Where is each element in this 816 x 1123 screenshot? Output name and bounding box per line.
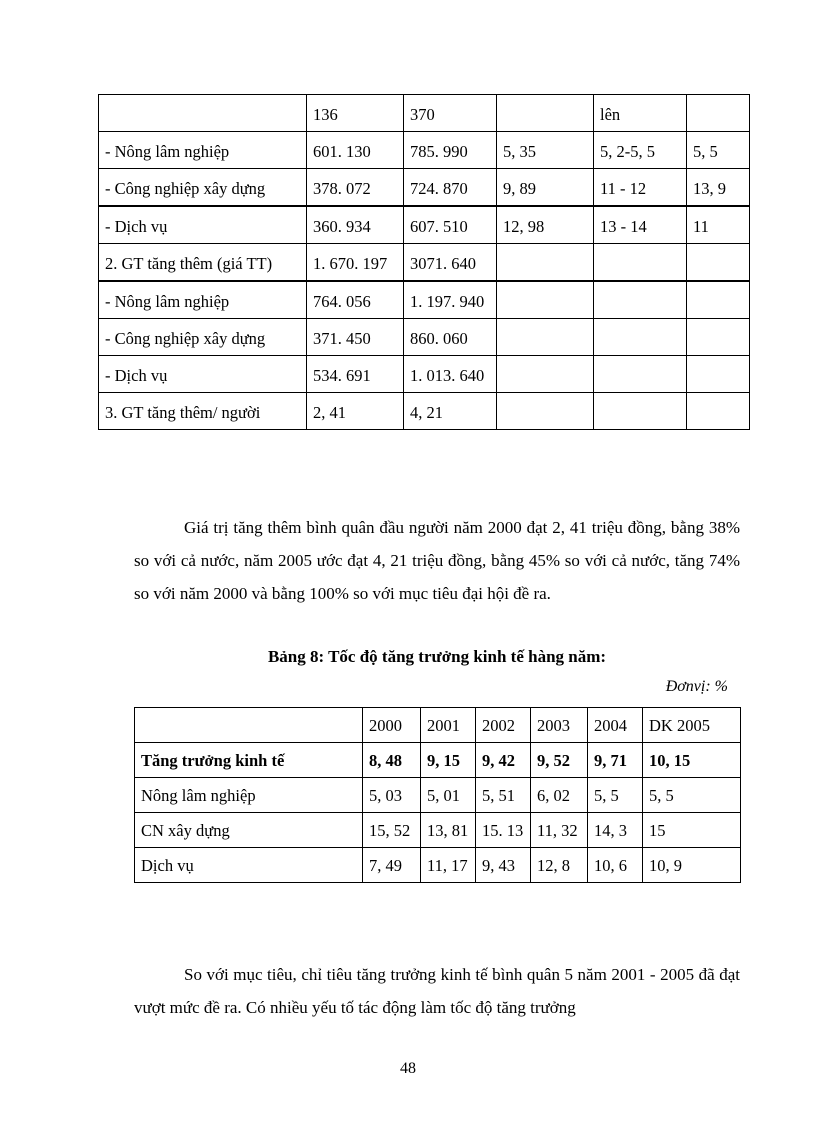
table-row: CN xây dựng 15, 52 13, 81 15. 13 11, 32 14, 3 15 — [135, 813, 741, 848]
table-row: 136 370 lên — [99, 95, 750, 132]
table-row: Tăng trưởng kinh tế 8, 48 9, 15 9, 42 9, 52 9, 71 10, 15 — [135, 743, 741, 778]
table-row: - Dịch vụ 534. 691 1. 013. 640 — [99, 356, 750, 393]
table-row: 3. GT tăng thêm/ người 2, 41 4, 21 — [99, 393, 750, 430]
table-row: - Công nghiệp xây dựng 371. 450 860. 060 — [99, 319, 750, 356]
table-row: Nông lâm nghiệp 5, 03 5, 01 5, 51 6, 02 5, 5 5, 5 — [135, 778, 741, 813]
growth-rate-table — [134, 707, 741, 883]
page-number: 48 — [400, 1060, 416, 1077]
table-row: - Nông lâm nghiệp 601. 130 785. 990 5, 35 5, 2-5, 5 5, 5 — [99, 132, 750, 169]
table-row: - Công nghiệp xây dựng 378. 072 724. 870 9, 89 11 - 12 13, 9 — [99, 169, 750, 207]
unit-label: Đơnvị: % — [665, 678, 728, 695]
table-caption: Bảng 8: Tốc độ tăng trưởng kinh tế hàng năm: — [267, 647, 607, 666]
body-paragraph: Giá trị tăng thêm bình quân đầu người năm 2000 đạt 2, 41 triệu đồng, bằng 38% so với cả nước, năm 2005 ước đạt 4, 21 triệu đồng, bằng 45% so với cả nước, tăng 74% so với năm 2000 và bằng 100% so với mục tiêu đại hội đề ra. — [134, 518, 740, 603]
table-row: - Dịch vụ 360. 934 607. 510 12, 98 13 - 14 11 — [99, 206, 750, 244]
economic-value-table — [98, 94, 750, 430]
table-row: - Nông lâm nghiệp 764. 056 1. 197. 940 — [99, 281, 750, 319]
body-paragraph: So với mục tiêu, chỉ tiêu tăng trưởng kinh tế bình quân 5 năm 2001 - 2005 đã đạt vượt mức đề ra. Có nhiều yếu tố tác động làm tốc độ tăng trưởng — [134, 965, 740, 1017]
table-row: Dịch vụ 7, 49 11, 17 9, 43 12, 8 10, 6 10, 9 — [135, 848, 741, 883]
table-header-row: 2000 2001 2002 2003 2004 DK 2005 — [135, 708, 741, 743]
table-row: 2. GT tăng thêm (giá TT) 1. 670. 197 3071. 640 — [99, 244, 750, 282]
